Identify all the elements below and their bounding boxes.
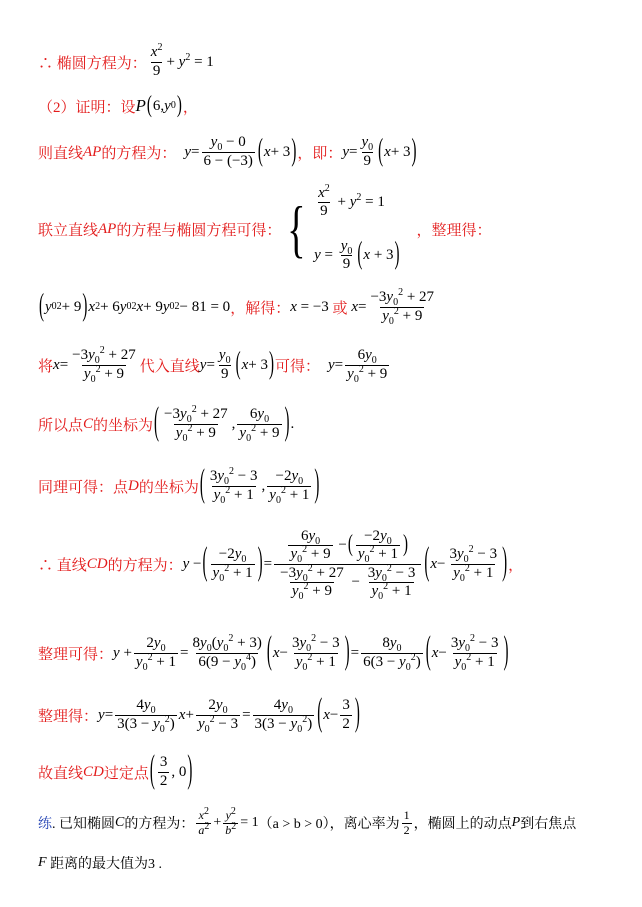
text-proof-label: （2）证明：设 (38, 99, 136, 116)
line-quadratic: ( y 0 2 + 9 ) x 2 + 6 y 0 2 x + 9 y 0 2 − 81 = 0 ，解得： x = −3 或 x = $\frac{-3y_0^2 + 27}{y_0^2 + 9}$ (39, 287, 435, 327)
fraction-x2-over-9: $\frac{x^2}{9}$ (150, 42, 163, 79)
line-ap-equation: 则直线 AP 的方程为： y = $\frac{y_0 - 0}{6 - (-3)}$ ( x + 3 ) ，即： y = $\frac{y_0}{9}$ ( x + 3 ) (38, 134, 417, 169)
line-point-d: 同理可得：点 D 的坐标为 ( $\frac{3y_0^2 - 3}{y_0^2 + 1}$ , $\frac{-2y_0}{y_0^2 + 1}$ ) (38, 463, 320, 506)
line-exercise-cont: F 距离的最大值为3 . (38, 855, 163, 872)
line-simplify-2: 整理得： y = $\frac{4y_0}{3(3 - y_0^2)}$ x + $\frac{2y_0}{y_0^2 - 3}$ = $\frac{4y_0}{3(3 - y_0^2)}$ ( x − $\frac{3}{2}$ ) (38, 692, 360, 735)
line-proof-setup: （2）证明：设 P ( 6, y 0 ) ， (38, 92, 198, 118)
line-substitute: 将 x = $\frac{-3y_0^2 + 27}{y_0^2 + 9}$ 代入直线 y = $\frac{y_0}{9}$ ( x + 3 ) 可得： y = $\frac{6y_0}{y_0^2 + 9}$ (38, 345, 388, 385)
line-exercise: 练 . 已知椭圆 C 的方程为： $\frac{x^2}{a^2}$ + $\frac{y^2}{b^2}$ = 1 （a > b > 0），离心率为 $\frac{1}{2}$ ，椭圆上的动点 P 到右焦点 (38, 805, 577, 837)
line-system: 联立直线 AP 的方程与椭圆方程可得： { $\frac{x^2}{9}$ + $y^2 = 1$ y = $\frac{y_0}{9}$ (x + 3) ，整理得： (38, 183, 492, 272)
text-ellipse-equation-label: ∴ 椭圆方程为： (38, 55, 147, 72)
line-simplify-1: 整理可得： y + $\frac{2y_0}{y_0^2 + 1}$ = $\frac{8y_0(y_0^2 + 3)}{6(9 - y_0^4)}$ ( x − $\frac{3y_0^2 - 3}{y_0^2 + 1}$ ) = $\frac{8y_0}{6(3 - y_0^2)}$ ( x − $\frac{3y_0^2 - 3}{y_0^2 + 1}$ ) (38, 630, 509, 673)
line-point-c: 所以点 C 的坐标为 ( $\frac{-3y_0^2 + 27}{y_0^2 + 9}$ , $\frac{6y_0}{y_0^2 + 9}$ ) . (38, 401, 295, 444)
line-ellipse-equation: ∴ 椭圆方程为： $\frac{x^2}{9}$ + $y^2 = 1$ (38, 42, 214, 79)
line-fixed-point: 故直线 CD 过定点 ( $\frac{3}{2}$ , 0 ) (38, 749, 193, 792)
line-cd-equation: ∴ 直线 CD 的方程为： y − ( $\frac{-2y_0}{y_0^2 + 1}$ ) = $\frac{6y_0}{y_0^2 + 9}$ −( $\frac{-2y_0}{y_0^2 + 1}$ ) $\frac{-3y_0^2 + 27}{y_0^2 + 9}$ − $\frac{3y_0^2 - 3}{y_0^2 + 1}$ ( x − $\frac{3y_0^2 - 3}{y_0^2 + 1}$ ) ， (38, 528, 524, 602)
